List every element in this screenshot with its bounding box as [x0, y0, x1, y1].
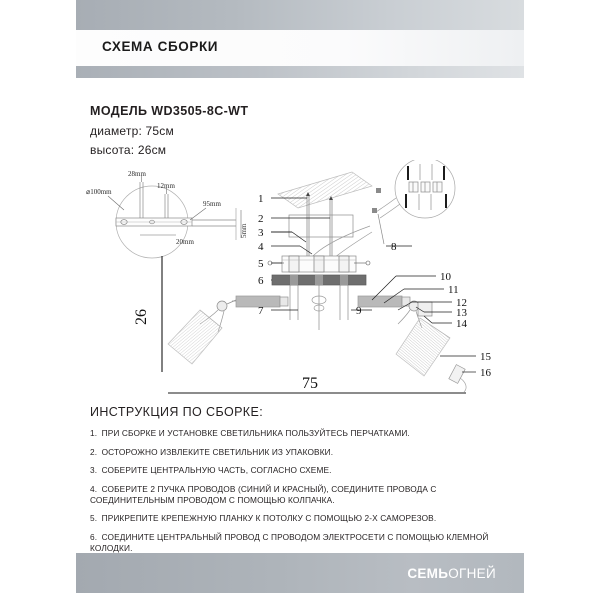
instruction-number: 6.: [90, 532, 98, 543]
header-band-top: [76, 0, 524, 30]
spec-diameter: диаметр: 75см: [90, 124, 174, 138]
label-95mm: 95mm: [203, 200, 221, 208]
brand-logo-bold: СЕМЬ: [407, 566, 449, 581]
callout-13: 13: [456, 307, 467, 319]
callout-2: 2: [258, 213, 264, 225]
callout-6: 6: [258, 275, 264, 287]
instruction-text: ПРИ СБОРКЕ И УСТАНОВКЕ СВЕТИЛЬНИКА ПОЛЬЗУЙТЕСЬ ПЕРЧАТКАМИ.: [101, 428, 410, 438]
callout-4: 4: [258, 241, 264, 253]
instruction-item: [90, 484, 510, 506]
instruction-text: СОЕДИНИТЕ ЦЕНТРАЛЬНЫЙ ПРОВОД С ПРОВОДОМ ЭЛЕКТРОСЕТИ С ПОМОЩЬЮ КЛЕМНОЙ КОЛОДКИ.: [90, 532, 489, 554]
dimension-height-label: 26: [133, 309, 150, 325]
brand-logo: [407, 566, 496, 581]
instructions-list: [90, 428, 510, 562]
callout-11: 11: [448, 284, 459, 296]
callout-12: 12: [456, 297, 467, 309]
instruction-item: [90, 532, 510, 554]
callout-14: 14: [456, 318, 467, 330]
callout-8: 8: [391, 241, 397, 253]
label-28mm: 28mm: [128, 170, 146, 178]
footer-bar: [76, 553, 524, 593]
label-5mm: 5mm: [240, 223, 248, 238]
callout-5: 5: [258, 258, 264, 270]
connector-detail-callout: [372, 160, 455, 244]
page-title: СХЕМА СБОРКИ: [102, 39, 219, 54]
callout-numbers: [258, 193, 492, 379]
instruction-number: 1.: [90, 428, 98, 438]
instruction-text: СОБЕРИТЕ ЦЕНТРАЛЬНУЮ ЧАСТЬ, СОГЛАСНО СХЕМЕ.: [101, 465, 332, 476]
instruction-item: [90, 513, 510, 524]
instruction-item: [90, 428, 510, 439]
part-16-detail: [449, 365, 466, 392]
callout-7: 7: [258, 305, 264, 317]
instruction-number: 5.: [90, 513, 98, 524]
ceiling-plate: [278, 172, 372, 208]
callout-3: 3: [258, 227, 264, 239]
technical-drawing: [0, 160, 600, 410]
callout-9: 9: [356, 305, 362, 317]
callout-16: 16: [480, 367, 491, 379]
instruction-item: [90, 447, 510, 458]
instruction-text: ПРИКРЕПИТЕ КРЕПЕЖНУЮ ПЛАНКУ К ПОТОЛКУ С ПОМОЩЬЮ 2-Х САМОРЕЗОВ.: [101, 513, 437, 524]
dimension-width-label: 75: [302, 375, 318, 392]
instructions-title: ИНСТРУКЦИЯ ПО СБОРКЕ:: [90, 405, 264, 419]
label-20mm: 20mm: [176, 238, 194, 246]
instruction-text: СОБЕРИТЕ 2 ПУЧКА ПРОВОДОВ (СИНИЙ И КРАСНЫЙ), СОЕДИНИТЕ ПРОВОДА С СОЕДИНИТЕЛЬНЫМ ПРОВОДОМ С ПОМОЩЬЮ КОЛПАЧКА.: [90, 484, 437, 506]
brand-logo-regular: ОГНЕЙ: [448, 566, 496, 581]
left-lamp-shade: [168, 310, 222, 364]
callout-15: 15: [480, 351, 491, 363]
instruction-number: 3.: [90, 465, 98, 476]
header-band-bottom: [76, 66, 524, 78]
instruction-number: 2.: [90, 446, 98, 457]
callout-10: 10: [440, 271, 451, 283]
spec-height: высота: 26см: [90, 143, 167, 157]
callout-1: 1: [258, 193, 264, 205]
instruction-item: [90, 465, 510, 476]
model-number: МОДЕЛЬ WD3505-8C-WT: [90, 104, 249, 118]
instruction-text: ОСТОРОЖНО ИЗВЛЕКИТЕ СВЕТИЛЬНИК ИЗ УПАКОВКИ.: [101, 446, 334, 457]
bracket-detail-labels: [86, 170, 248, 246]
right-lamp-shade: [396, 318, 450, 376]
label-12mm: 12mm: [157, 182, 175, 190]
label-diameter-100: ⌀100mm: [86, 188, 112, 196]
instruction-number: 4.: [90, 484, 98, 495]
